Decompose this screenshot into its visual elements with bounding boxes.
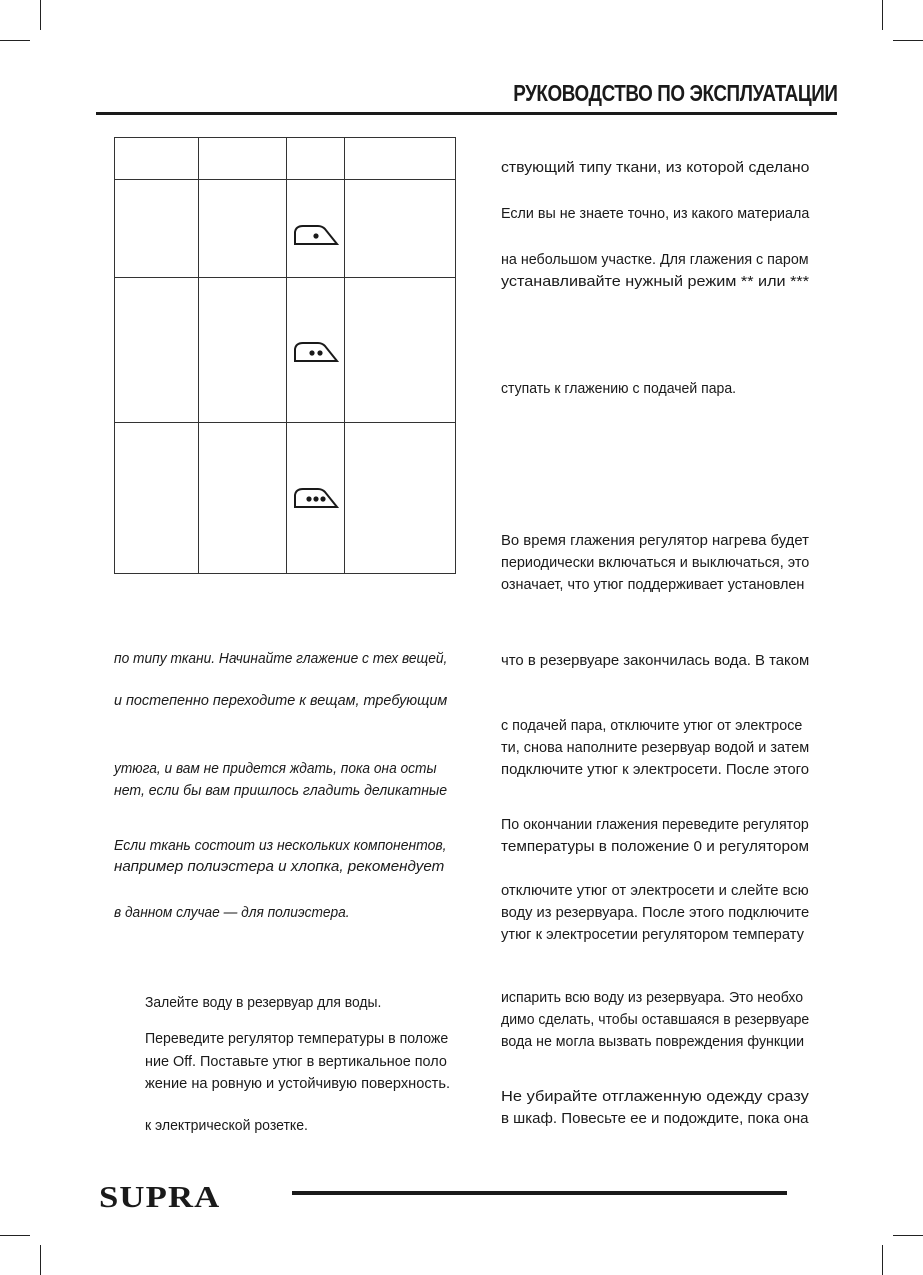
text-line: Во время глажения регулятор нагрева будет [501,532,809,549]
supra-logo: SUPRA [99,1179,221,1214]
table-cell [287,180,345,278]
text-line: и постепенно переходите к вещам, требующим [114,692,448,709]
table-row [115,423,456,574]
text-line: Если вы не знаете точно, из какого материала [501,205,810,222]
table-cell [198,180,287,278]
iron-one-dot-icon [291,218,341,248]
step-text: жение на ровную и устойчивую поверхность. [145,1075,451,1092]
iron-two-dots-icon [291,335,341,365]
table-cell [115,278,199,423]
table-cell [345,138,456,180]
table-cell [198,138,287,180]
table-cell [287,423,345,574]
text-line: воду из резервуара. После этого подключите [501,904,810,921]
table-cell [287,138,345,180]
table-cell [115,180,199,278]
crop-mark-top-right-v [882,0,883,30]
text-line: утюг к электросетии регулятором температу [501,926,804,943]
text-line: утюга, и вам не придется ждать, пока она осты [114,760,437,777]
crop-mark-top-right-h [893,40,923,41]
table-header-row [115,138,456,180]
text-line: Если ткань состоит из нескольких компонентов, [114,837,447,854]
text-line: с подачей пара, отключите утюг от электросе [501,717,803,734]
text-line: димо сделать, чтобы оставшаяся в резервуаре [501,1011,810,1028]
table-cell [115,423,199,574]
table-cell [115,138,199,180]
crop-mark-bottom-right-v [882,1245,883,1275]
text-line: ти, снова наполните резервуар водой и затем [501,739,810,756]
text-line: означает, что утюг поддерживает установлен [501,576,805,593]
text-line: подключите утюг к электросети. После этого [501,761,810,778]
step-text: ние Off. Поставьте утюг в вертикальное поло [145,1053,447,1070]
text-line: вода не могла вызвать повреждения функции [501,1033,805,1050]
table-row [115,180,456,278]
fabric-temperature-table [114,137,456,574]
table-cell [198,278,287,423]
text-line: ствующий типу ткани, из которой сделано [501,159,810,176]
header-rule [96,112,837,115]
text-line: Не убирайте отглаженную одежду сразу [501,1088,809,1105]
text-line: нет, если бы вам пришлось гладить деликатные [114,782,448,799]
crop-mark-bottom-right-h [893,1235,923,1236]
text-line: ступать к глажению с подачей пара. [501,380,737,397]
crop-mark-top-left-v [40,0,41,30]
table-cell [345,278,456,423]
page-header-title: РУКОВОДСТВО ПО ЭКСПЛУАТАЦИИ [512,80,837,106]
text-line: что в резервуаре закончилась вода. В таком [501,652,810,669]
text-line: По окончании глажения переведите регулятор [501,816,809,833]
step-text: Переведите регулятор температуры в положе [145,1030,449,1047]
text-line: по типу ткани. Начинайте глажение с тех вещей, [114,650,448,667]
table-row [115,278,456,423]
text-line: в шкаф. Повесьте ее и подождите, пока она [501,1110,809,1127]
text-line: устанавливайте нужный режим ** или *** [501,273,810,290]
table-cell [287,278,345,423]
crop-mark-top-left-h [0,40,30,41]
table-cell [198,423,287,574]
iron-three-dots-icon [291,481,341,511]
crop-mark-bottom-left-h [0,1235,30,1236]
text-line: например полиэстера и хлопка, рекомендует [114,858,445,875]
footer-rule [292,1191,787,1195]
step-text: к электрической розетке. [145,1117,308,1134]
text-line: на небольшом участке. Для глажения с паром [501,251,809,268]
text-line: периодически включаться и выключаться, это [501,554,810,571]
text-line: отключите утюг от электросети и слейте всю [501,882,809,899]
text-line: температуры в положение 0 и регулятором [501,838,810,855]
text-line: в данном случае — для полиэстера. [114,904,350,921]
table-cell [345,423,456,574]
table-cell [345,180,456,278]
text-line: испарить всю воду из резервуара. Это необхо [501,989,804,1006]
step-text: Залейте воду в резервуар для воды. [145,994,382,1011]
crop-mark-bottom-left-v [40,1245,41,1275]
